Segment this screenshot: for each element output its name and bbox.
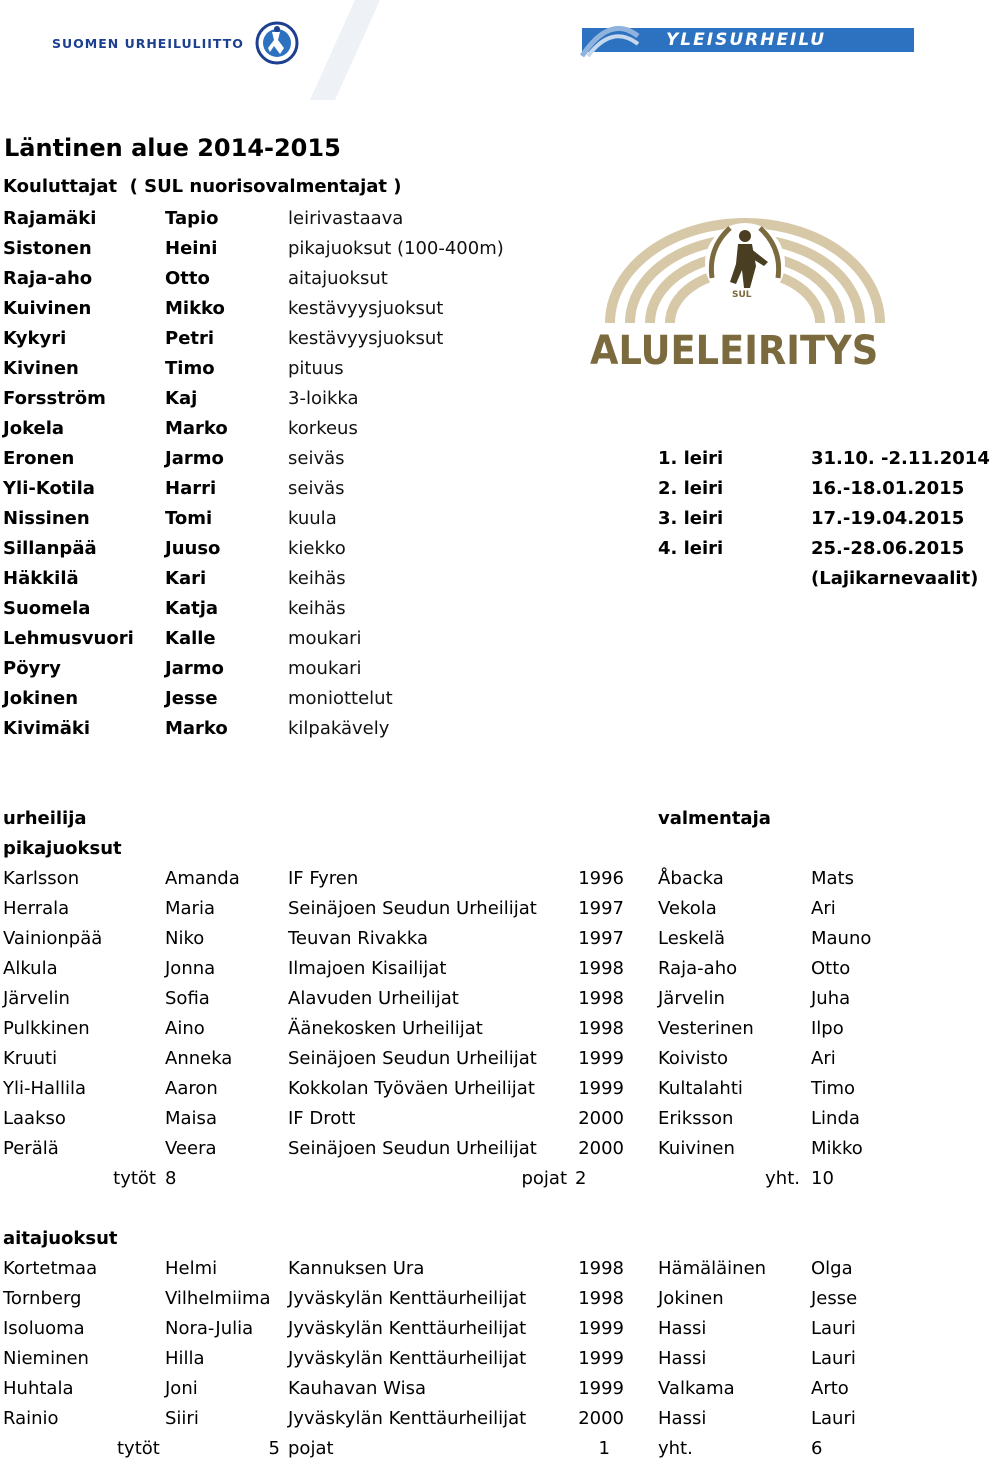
coach-last-name: Kivinen (3, 358, 79, 379)
athlete-first-name: Aaron (165, 1078, 218, 1099)
athlete-club: Ilmajoen Kisailijat (288, 958, 447, 979)
coach-first-name: Tapio (165, 208, 219, 229)
coach-first-name: Mauno (811, 928, 872, 949)
boys-label: pojat (521, 1168, 567, 1189)
athlete-last-name: Järvelin (3, 988, 70, 1009)
coach-first-name: Linda (811, 1108, 860, 1129)
athlete-birth-year: 1998 (578, 988, 624, 1009)
coach-last-name: Kivimäki (3, 718, 91, 739)
coach-last-name: Kultalahti (658, 1078, 743, 1099)
camp-dates: 31.10. -2.11.2014 (811, 448, 990, 469)
athlete-club: IF Fyren (288, 868, 359, 889)
camp-label: 3. leiri (658, 508, 724, 529)
coach-first-name: Mats (811, 868, 854, 889)
camp-label: 2. leiri (658, 478, 724, 499)
athlete-birth-year: 1998 (578, 1288, 624, 1309)
coach-event: pikajuoksut (100-400m) (288, 238, 504, 259)
athlete-club: Seinäjoen Seudun Urheilijat (288, 1048, 537, 1069)
coach-event: moukari (288, 628, 362, 649)
logo-badge: SUL (732, 290, 752, 300)
athlete-last-name: Karlsson (3, 868, 80, 889)
athlete-club: Kauhavan Wisa (288, 1378, 426, 1399)
athlete-last-name: Perälä (3, 1138, 59, 1159)
athlete-last-name: Pulkkinen (3, 1018, 90, 1039)
athlete-first-name: Hilla (165, 1348, 205, 1369)
coach-last-name: Jokinen (658, 1288, 724, 1309)
coach-last-name: Hassi (658, 1408, 707, 1429)
coach-last-name: Hassi (658, 1348, 707, 1369)
athlete-club: Äänekosken Urheilijat (288, 1018, 483, 1039)
coach-first-name: Timo (811, 1078, 855, 1099)
coach-last-name: Pöyry (3, 658, 61, 679)
coach-last-name: Leskelä (658, 928, 726, 949)
athlete-birth-year: 1997 (578, 898, 624, 919)
coach-last-name: Raja-aho (3, 268, 93, 289)
athlete-birth-year: 1999 (578, 1378, 624, 1399)
coach-last-name: Rajamäki (3, 208, 97, 229)
total-count: 10 (811, 1168, 834, 1189)
coach-last-name: Kykyri (3, 328, 67, 349)
coach-last-name: Suomela (3, 598, 91, 619)
coach-last-name: Jokela (3, 418, 65, 439)
coach-last-name: Häkkilä (3, 568, 79, 589)
athlete-birth-year: 1999 (578, 1048, 624, 1069)
coach-first-name: Marko (165, 418, 228, 439)
boys-label: pojat (288, 1438, 334, 1459)
athlete-club: Kokkolan Työväen Urheilijat (288, 1078, 535, 1099)
girls-label: tytöt (117, 1438, 160, 1459)
athlete-last-name: Yli-Hallila (3, 1078, 87, 1099)
athlete-first-name: Anneka (165, 1048, 233, 1069)
coach-last-name: Vekola (658, 898, 717, 919)
coach-event: kiekko (288, 538, 346, 559)
girls-label: tytöt (113, 1168, 156, 1189)
athlete-birth-year: 1997 (578, 928, 624, 949)
coach-first-name: Petri (165, 328, 215, 349)
girls-count: 8 (165, 1168, 177, 1189)
coach-first-name: Tomi (165, 508, 213, 529)
coach-first-name: Otto (165, 268, 210, 289)
coach-last-name: Nissinen (3, 508, 90, 529)
athlete-club: Seinäjoen Seudun Urheilijat (288, 1138, 537, 1159)
athlete-first-name: Maria (165, 898, 215, 919)
coach-first-name: Marko (165, 718, 228, 739)
athlete-club: IF Drott (288, 1108, 356, 1129)
coach-event: aitajuoksut (288, 268, 388, 289)
coach-first-name: Mikko (165, 298, 225, 319)
athlete-first-name: Aino (165, 1018, 205, 1039)
coach-last-name: Vesterinen (658, 1018, 754, 1039)
athlete-birth-year: 2000 (578, 1408, 624, 1429)
coach-last-name: Kuivinen (3, 298, 92, 319)
sul-logo-icon (254, 20, 300, 66)
athlete-first-name: Siiri (165, 1408, 199, 1429)
coaches-heading: Kouluttajat ( SUL nuorisovalmentajat ) (3, 176, 402, 197)
coach-event: pituus (288, 358, 344, 379)
camp-label: 4. leiri (658, 538, 724, 559)
coach-last-name: Åbacka (658, 868, 724, 889)
coach-event: korkeus (288, 418, 358, 439)
coach-first-name: Ari (811, 898, 836, 919)
coach-event: 3-loikka (288, 388, 359, 409)
coach-first-name: Jesse (811, 1288, 858, 1309)
coach-event: keihäs (288, 568, 346, 589)
coach-event: kestävyysjuoksut (288, 298, 444, 319)
coach-first-name: Timo (165, 358, 215, 379)
athlete-last-name: Alkula (3, 958, 58, 979)
coach-last-name: Järvelin (658, 988, 725, 1009)
athlete-birth-year: 2000 (578, 1108, 624, 1129)
coach-last-name: Sistonen (3, 238, 92, 259)
athlete-birth-year: 1998 (578, 1258, 624, 1279)
athlete-first-name: Niko (165, 928, 205, 949)
coach-first-name: Olga (811, 1258, 853, 1279)
coach-first-name: Lauri (811, 1408, 856, 1429)
coach-event: leirivastaava (288, 208, 404, 229)
coach-first-name: Otto (811, 958, 851, 979)
coach-event: kilpakävely (288, 718, 390, 739)
coach-first-name: Katja (165, 598, 219, 619)
athlete-last-name: Huhtala (3, 1378, 74, 1399)
athlete-first-name: Nora-Julia (165, 1318, 254, 1339)
coach-event: moniottelut (288, 688, 393, 709)
athlete-column-header: urheilija (3, 808, 87, 829)
athlete-club: Jyväskylän Kenttäurheilijat (288, 1318, 527, 1339)
athlete-club: Kannuksen Ura (288, 1258, 425, 1279)
athlete-birth-year: 1999 (578, 1078, 624, 1099)
coach-first-name: Jarmo (165, 658, 224, 679)
athlete-birth-year: 1996 (578, 868, 624, 889)
athlete-club: Jyväskylän Kenttäurheilijat (288, 1348, 527, 1369)
coach-last-name: Sillanpää (3, 538, 97, 559)
athlete-first-name: Joni (165, 1378, 198, 1399)
page-title: Läntinen alue 2014-2015 (4, 134, 341, 162)
coach-first-name: Jarmo (165, 448, 224, 469)
total-label: yht. (765, 1168, 800, 1189)
coach-first-name: Mikko (811, 1138, 863, 1159)
yleisurheilu-logo-icon (580, 22, 640, 58)
sul-org-name: SUOMEN URHEILULIITTO (52, 36, 244, 51)
athlete-birth-year: 1998 (578, 958, 624, 979)
total-count: 6 (811, 1438, 823, 1459)
section-title: aitajuoksut (3, 1228, 118, 1249)
coach-first-name: Ari (811, 1048, 836, 1069)
athlete-first-name: Jonna (165, 958, 216, 979)
athlete-first-name: Maisa (165, 1108, 217, 1129)
coach-last-name: Eronen (3, 448, 75, 469)
page-header (0, 0, 960, 100)
athlete-last-name: Tornberg (3, 1288, 82, 1309)
boys-count: 2 (575, 1168, 587, 1189)
camp-dates: 16.-18.01.2015 (811, 478, 965, 499)
athlete-last-name: Kortetmaa (3, 1258, 98, 1279)
athlete-last-name: Laakso (3, 1108, 66, 1129)
coach-last-name: Valkama (658, 1378, 735, 1399)
yleisurheilu-label: YLEISURHEILU (666, 30, 827, 50)
athlete-last-name: Nieminen (3, 1348, 89, 1369)
coach-last-name: Lehmusvuori (3, 628, 134, 649)
camp-dates: 17.-19.04.2015 (811, 508, 965, 529)
coach-first-name: Ilpo (811, 1018, 844, 1039)
coach-last-name: Hassi (658, 1318, 707, 1339)
athlete-club: Alavuden Urheilijat (288, 988, 459, 1009)
coach-event: kestävyysjuoksut (288, 328, 444, 349)
camps-note: (Lajikarnevaalit) (811, 568, 979, 589)
athlete-last-name: Isoluoma (3, 1318, 85, 1339)
athlete-first-name: Amanda (165, 868, 240, 889)
athlete-birth-year: 1998 (578, 1018, 624, 1039)
athlete-last-name: Vainionpää (3, 928, 103, 949)
coach-event: keihäs (288, 598, 346, 619)
coach-first-name: Lauri (811, 1318, 856, 1339)
athlete-last-name: Kruuti (3, 1048, 58, 1069)
coach-last-name: Yli-Kotila (3, 478, 95, 499)
coach-event: seiväs (288, 448, 345, 469)
coach-first-name: Kalle (165, 628, 216, 649)
coach-first-name: Juuso (165, 538, 221, 559)
athlete-club: Teuvan Rivakka (288, 928, 428, 949)
coach-last-name: Koivisto (658, 1048, 729, 1069)
boys-count: 1 (598, 1438, 610, 1459)
coach-last-name: Hämäläinen (658, 1258, 767, 1279)
athlete-club: Jyväskylän Kenttäurheilijat (288, 1408, 527, 1429)
athlete-club: Jyväskylän Kenttäurheilijat (288, 1288, 527, 1309)
coach-first-name: Harri (165, 478, 217, 499)
athlete-birth-year: 2000 (578, 1138, 624, 1159)
athlete-last-name: Rainio (3, 1408, 59, 1429)
logo-wordmark: ALUELEIRITYS (590, 328, 879, 374)
coach-first-name: Kaj (165, 388, 198, 409)
athlete-first-name: Vilhelmiima (165, 1288, 271, 1309)
header-divider (310, 0, 380, 100)
coach-last-name: Eriksson (658, 1108, 734, 1129)
camp-dates: 25.-28.06.2015 (811, 538, 965, 559)
athlete-last-name: Herrala (3, 898, 70, 919)
coach-event: seiväs (288, 478, 345, 499)
total-label: yht. (658, 1438, 693, 1459)
coach-last-name: Raja-aho (658, 958, 738, 979)
athlete-club: Seinäjoen Seudun Urheilijat (288, 898, 537, 919)
coach-first-name: Jesse (165, 688, 218, 709)
coach-last-name: Forsström (3, 388, 106, 409)
athlete-birth-year: 1999 (578, 1348, 624, 1369)
coach-first-name: Arto (811, 1378, 849, 1399)
coach-event: moukari (288, 658, 362, 679)
athlete-birth-year: 1999 (578, 1318, 624, 1339)
coach-last-name: Kuivinen (658, 1138, 735, 1159)
athlete-first-name: Sofia (165, 988, 210, 1009)
coach-event: kuula (288, 508, 337, 529)
section-title: pikajuoksut (3, 838, 122, 859)
coach-last-name: Jokinen (3, 688, 79, 709)
camp-label: 1. leiri (658, 448, 724, 469)
girls-count: 5 (268, 1438, 280, 1459)
coach-first-name: Kari (165, 568, 207, 589)
athlete-first-name: Veera (165, 1138, 217, 1159)
athlete-first-name: Helmi (165, 1258, 218, 1279)
coach-first-name: Lauri (811, 1348, 856, 1369)
coach-first-name: Juha (811, 988, 851, 1009)
coach-column-header: valmentaja (658, 808, 771, 829)
coach-first-name: Heini (165, 238, 218, 259)
